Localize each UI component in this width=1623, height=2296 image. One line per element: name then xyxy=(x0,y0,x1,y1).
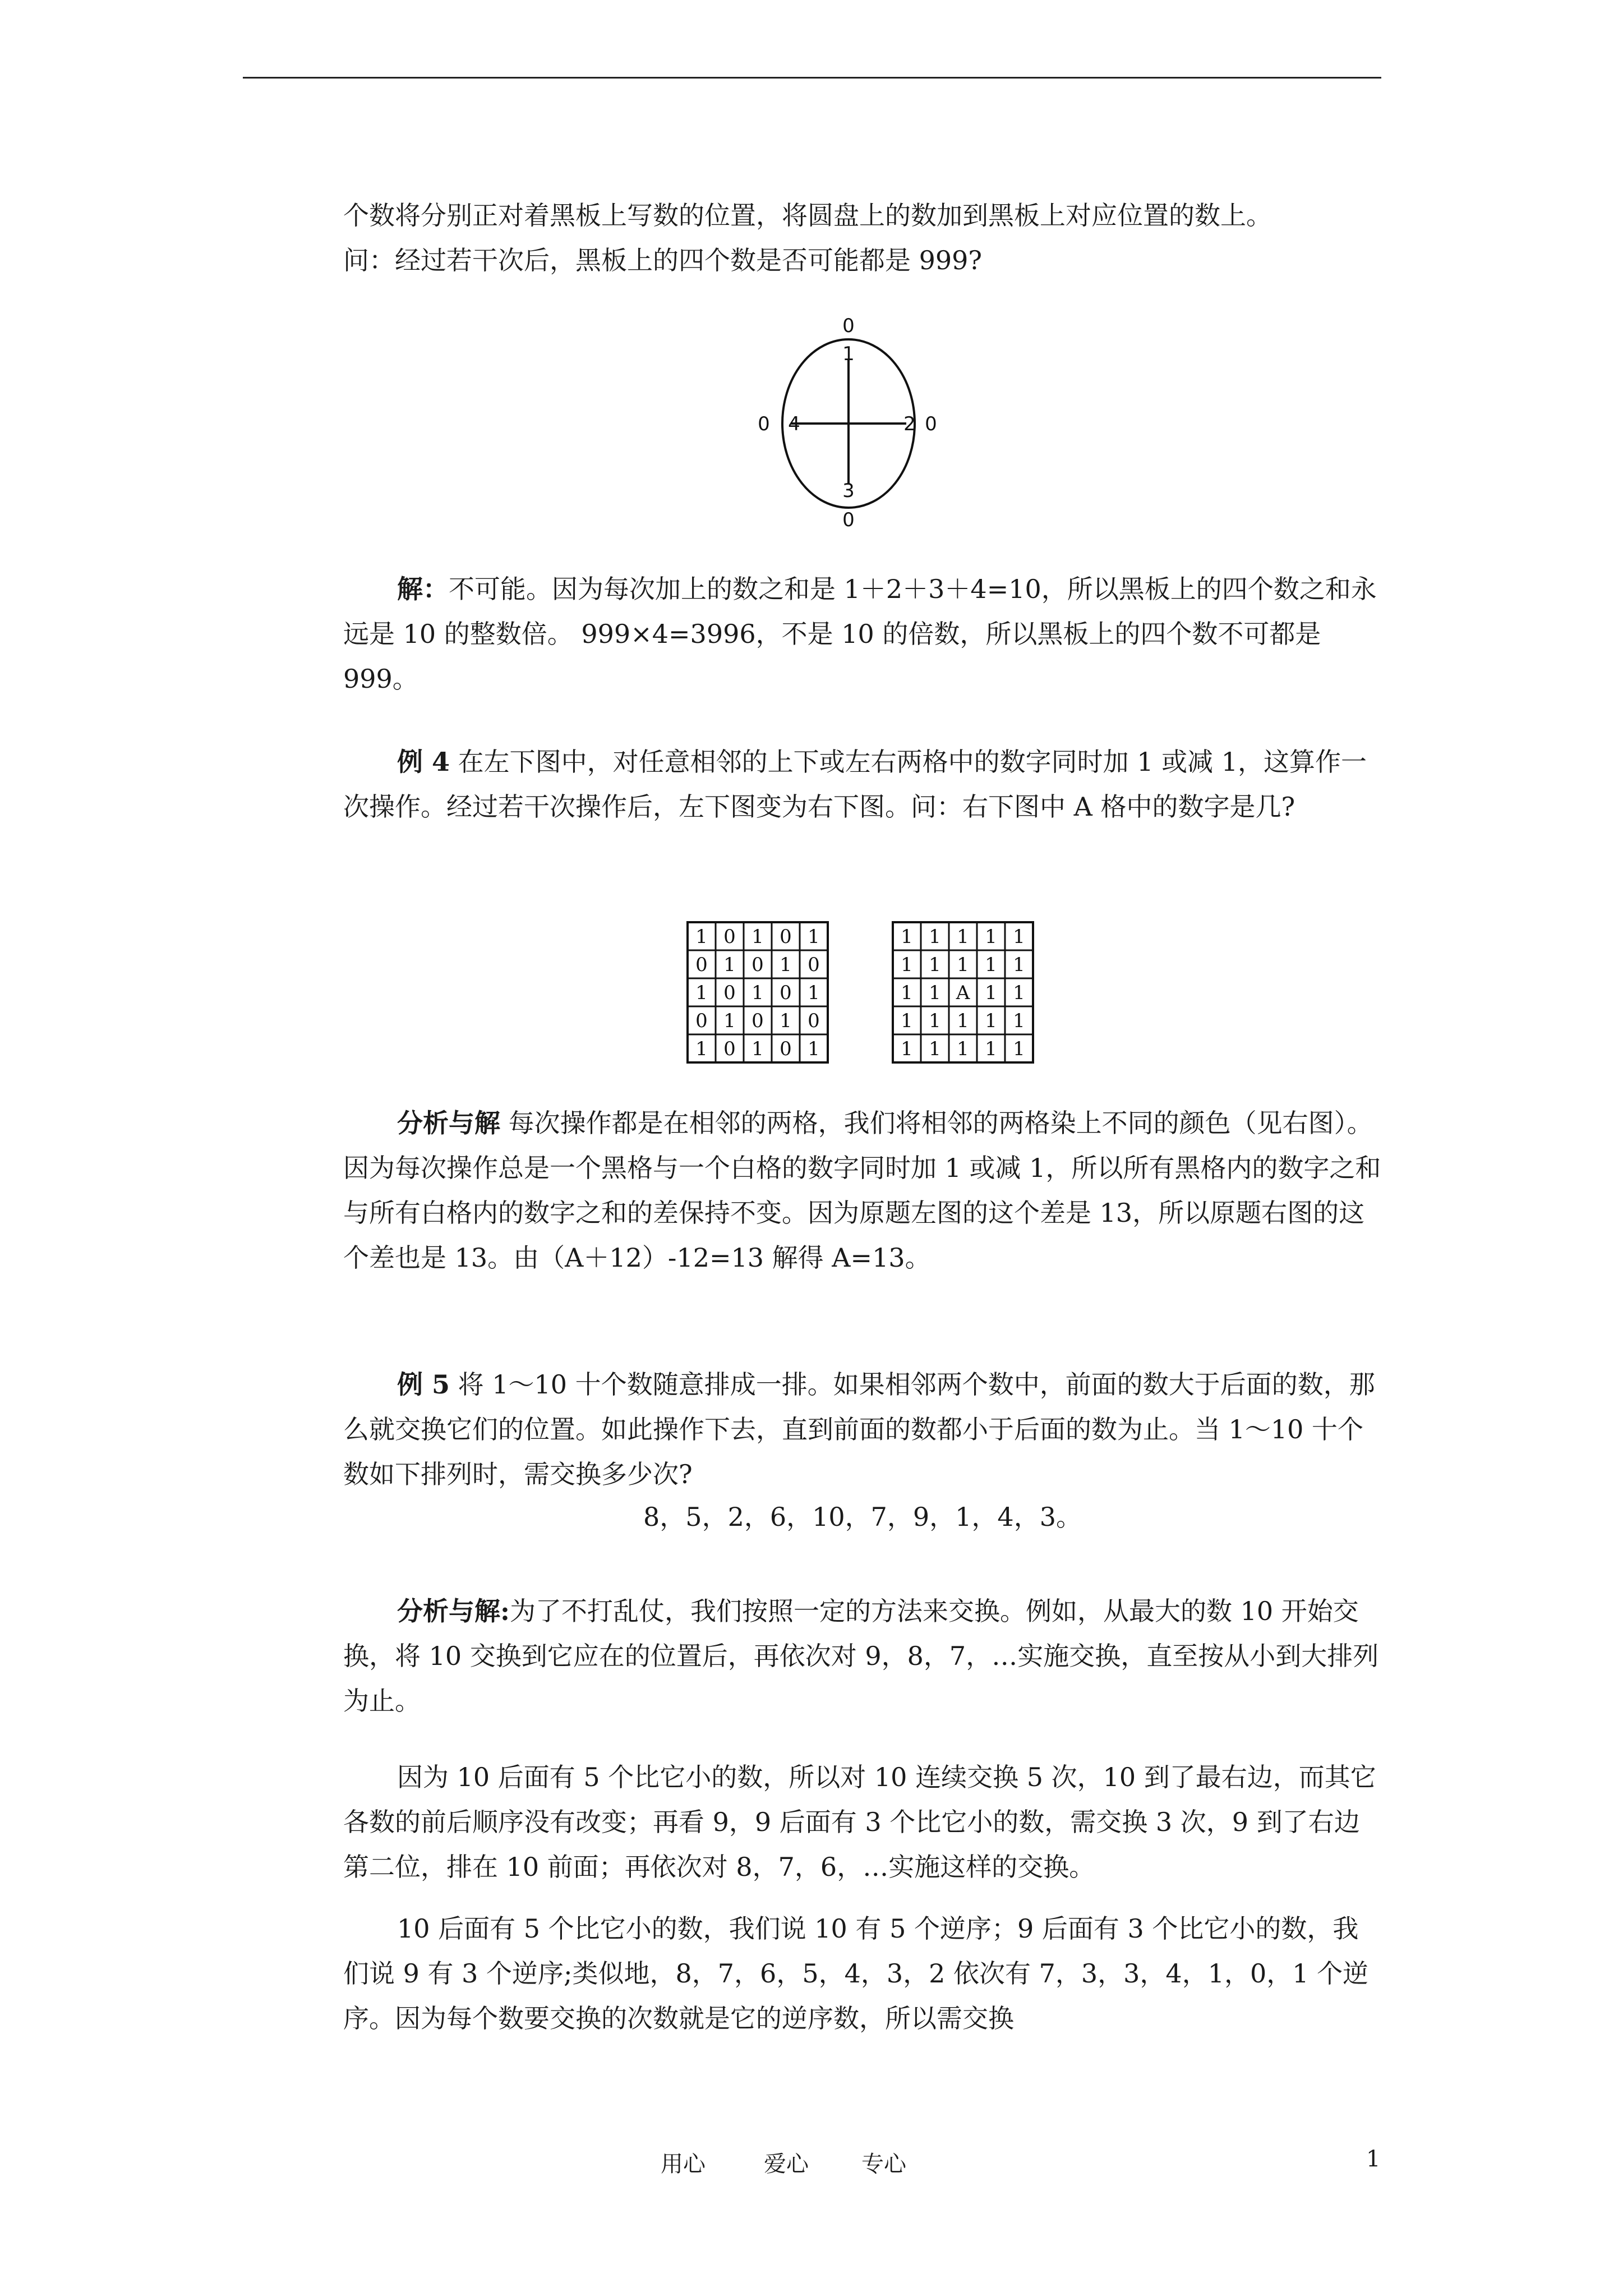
solution-text: 不可能。因为每次加上的数之和是 1＋2＋3＋4=10，所以黑板上的四个数之和永远是 10 的整数倍。 999×4=3996，不是 10 的倍数，所以黑板上的四个数不可都是 999。 xyxy=(343,574,1377,694)
left-grid-cell: 1 xyxy=(751,1038,764,1060)
right-grid-cell: A xyxy=(956,982,970,1004)
analysis-5-paragraph xyxy=(343,1589,1382,1723)
right-grid-cell: 1 xyxy=(985,1038,997,1060)
left-grid-cell: 1 xyxy=(723,1010,736,1032)
left-grid-cell: 1 xyxy=(723,954,736,976)
outer-right-label: 0 xyxy=(925,413,937,435)
footer-word-3: 专心 xyxy=(861,2151,906,2177)
right-grid-cell: 1 xyxy=(901,982,913,1004)
right-grid-cell: 1 xyxy=(957,954,969,976)
right-grid-cell: 1 xyxy=(985,954,997,976)
example-4-text: 在左下图中，对任意相邻的上下或左右两格中的数字同时加 1 或减 1，这算作一次操作。经过若干次操作后，左下图变为右下图。问：右下图中 A 格中的数字是几? xyxy=(343,747,1367,822)
left-grid-cell: 0 xyxy=(723,982,736,1004)
left-grid-cell: 1 xyxy=(780,1010,792,1032)
intro-line-2: 问：经过若干次后，黑板上的四个数是否可能都是 999? xyxy=(343,245,983,275)
right-grid-cell: 1 xyxy=(985,1010,997,1032)
left-grid-cell: 0 xyxy=(723,926,736,948)
left-grid-cell: 1 xyxy=(808,926,820,948)
right-grid-cell: 1 xyxy=(901,1038,913,1060)
left-grid-cell: 1 xyxy=(808,982,820,1004)
right-grid-cell: 1 xyxy=(985,982,997,1004)
inversion-paragraph-2: 10 后面有 5 个比它小的数，我们说 10 有 5 个逆序；9 后面有 3 个比它小的数，我们说 9 有 3 个逆序;类似地，8，7，6，5，4，3，2 依次有 7，3，3，4，1，0，1 个逆序。因为每个数要交换的次数就是它的逆序数，所以需交换 xyxy=(343,1913,1369,2033)
outer-left-label: 0 xyxy=(758,413,770,435)
inner-top-label: 1 xyxy=(842,343,855,365)
right-grid-cell: 1 xyxy=(957,926,969,948)
footer-word-2: 爱心 xyxy=(764,2151,809,2177)
outer-bottom-label: 0 xyxy=(842,509,855,531)
left-grid-cell: 0 xyxy=(780,1038,792,1060)
left-grid xyxy=(685,920,830,1065)
left-grid-cell: 1 xyxy=(695,1038,708,1060)
solution-paragraph xyxy=(343,567,1382,701)
left-grid-cell: 0 xyxy=(723,1038,736,1060)
left-grid-cell: 0 xyxy=(751,1010,764,1032)
number-sequence: 8，5，2，6，10，7，9，1，4，3。 xyxy=(643,1502,1082,1532)
left-grid-cell: 1 xyxy=(780,954,792,976)
left-grid-figure xyxy=(685,920,830,1065)
right-grid-figure xyxy=(891,920,1035,1065)
left-grid-cell: 1 xyxy=(808,1038,820,1060)
solution-label: 解： xyxy=(397,574,449,604)
right-grid-cell: 1 xyxy=(1013,926,1025,948)
left-grid-cell: 0 xyxy=(780,982,792,1004)
circle-figure xyxy=(751,314,942,533)
left-grid-cell: 0 xyxy=(695,1010,708,1032)
inner-right-label: 2 xyxy=(903,413,916,435)
right-grid-cell: 1 xyxy=(1013,1010,1025,1032)
footer-word-1: 用心 xyxy=(661,2151,706,2177)
right-grid-cell: 1 xyxy=(901,1010,913,1032)
right-grid-cell: 1 xyxy=(929,954,941,976)
inner-bottom-label: 3 xyxy=(842,480,855,502)
analysis-4-paragraph xyxy=(343,1101,1382,1280)
right-grid-cell: 1 xyxy=(929,982,941,1004)
intro-paragraph xyxy=(343,193,1382,283)
example-5-label: 例 5 xyxy=(397,1369,450,1400)
analysis-4-text: 每次操作都是在相邻的两格，我们将相邻的两格染上不同的颜色（见右图）。因为每次操作总是一个黑格与一个白格的数字同时加 1 或减 1，所以所有黑格内的数字之和与所有白格内的数字之和的差保持不变。因为原题左图的这个差是 13，所以原题右图的这个差也是 13。由（A＋12）-12=13 解得 A=13。 xyxy=(343,1108,1381,1273)
example-5-text: 将 1～10 十个数随意排成一排。如果相邻两个数中，前面的数大于后面的数，那么就交换它们的位置。如此操作下去，直到前面的数都小于后面的数为止。当 1～10 十个数如下排列时，需交换多少次? xyxy=(343,1369,1375,1489)
left-grid-cell: 0 xyxy=(751,954,764,976)
outer-top-label: 0 xyxy=(842,315,855,337)
circle-diagram xyxy=(751,314,942,533)
left-grid-cell: 0 xyxy=(695,954,708,976)
analysis-5-text: 为了不打乱仗，我们按照一定的方法来交换。例如，从最大的数 10 开始交换，将 10 交换到它应在的位置后，再依次对 9，8，7，…实施交换，直至按从小到大排列为止。 xyxy=(343,1596,1379,1716)
example-4-label: 例 4 xyxy=(397,747,450,777)
right-grid-cell: 1 xyxy=(929,926,941,948)
left-grid-cell: 0 xyxy=(808,1010,820,1032)
left-grid-cell: 1 xyxy=(751,982,764,1004)
right-grid-cell: 1 xyxy=(957,1038,969,1060)
right-grid-cell: 1 xyxy=(929,1010,941,1032)
left-grid-cell: 1 xyxy=(751,926,764,948)
intro-line-1: 个数将分别正对着黑板上写数的位置，将圆盘上的数加到黑板上对应位置的数上。 xyxy=(343,200,1272,231)
inversion-paragraph-1: 因为 10 后面有 5 个比它小的数，所以对 10 连续交换 5 次，10 到了最右边，而其它各数的前后顺序没有改变；再看 9，9 后面有 3 个比它小的数，需交换 3 次，9 到了右边第二位，排在 10 前面；再依次对 8，7，6，…实施这样的交换。 xyxy=(343,1762,1376,1882)
left-grid-cell: 1 xyxy=(695,926,708,948)
right-grid-cell: 1 xyxy=(901,954,913,976)
analysis-5-label: 分析与解: xyxy=(397,1596,510,1626)
right-grid-cell: 1 xyxy=(929,1038,941,1060)
right-grid-cell: 1 xyxy=(957,1010,969,1032)
right-grid xyxy=(891,920,1035,1065)
left-grid-cell: 0 xyxy=(780,926,792,948)
right-grid-cell: 1 xyxy=(985,926,997,948)
right-grid-cell: 1 xyxy=(1013,1038,1025,1060)
right-grid-cell: 1 xyxy=(1013,982,1025,1004)
example-4-paragraph xyxy=(343,739,1382,829)
analysis-4-label: 分析与解 xyxy=(397,1108,500,1138)
left-grid-cell: 0 xyxy=(808,954,820,976)
right-grid-cell: 1 xyxy=(901,926,913,948)
page-number: 1 xyxy=(1366,2146,1381,2172)
inner-left-label: 4 xyxy=(788,413,800,435)
right-grid-cell: 1 xyxy=(1013,954,1025,976)
left-grid-cell: 1 xyxy=(695,982,708,1004)
header-rule xyxy=(243,77,1381,79)
example-5-paragraph xyxy=(343,1362,1382,1497)
